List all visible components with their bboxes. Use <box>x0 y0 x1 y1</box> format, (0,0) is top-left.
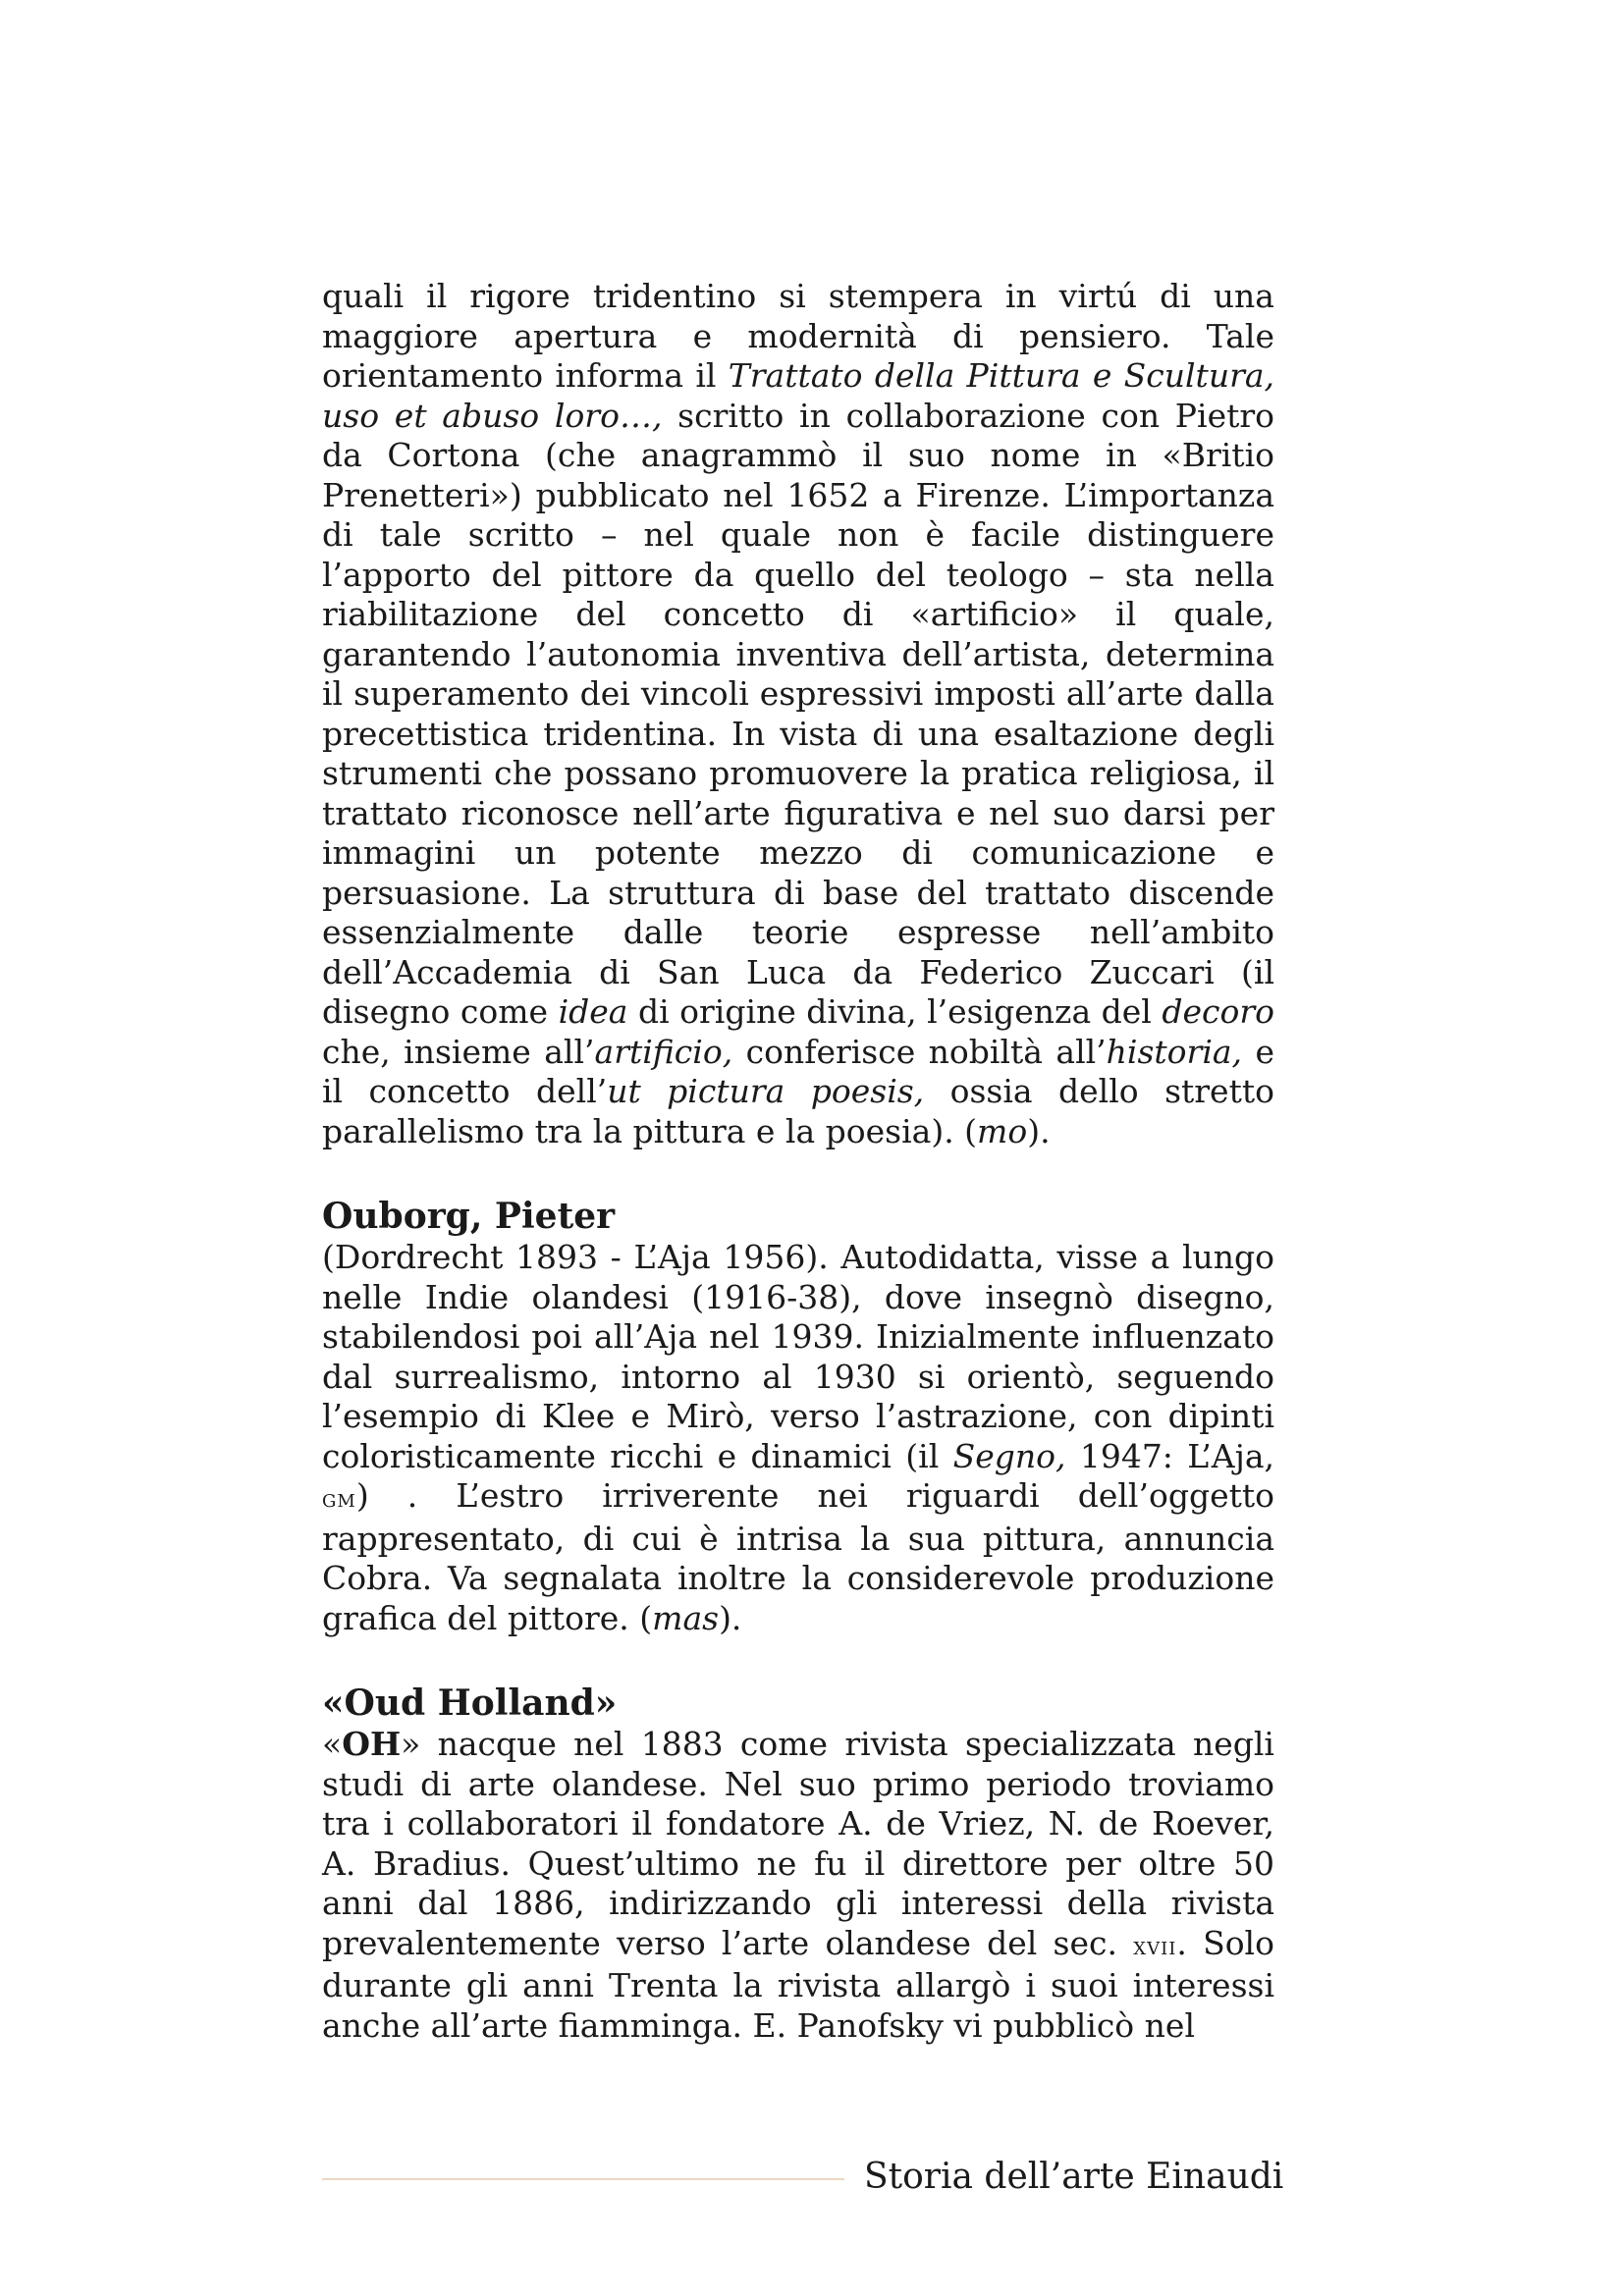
author-initials: mas <box>652 1598 720 1637</box>
text-run: » <box>401 1725 421 1763</box>
text-column <box>322 277 1274 2046</box>
italic-term: artificio, <box>594 1032 733 1071</box>
text-run: che, insieme all’ <box>322 1032 595 1071</box>
museum-abbreviation: gm <box>322 1484 356 1514</box>
italic-work-title: Trattato della Pittura e Scultura, uso et abuso loro…, <box>322 356 1275 435</box>
footer-rule <box>322 2178 844 2180</box>
text-run: scritto in collaborazione con Pietro da Cortona (che anagrammò il suo nome in «Britio Prenetteri») pubblicato nel 1652 a Firenze. L’importanza di tale scritto – nel quale non è facile distinguere l’apporto del pittore da quello del teologo – sta nella riabilitazione del concetto di «artificio» il quale, garantendo l’autonomia inventiva dell’artista, determina il superamento dei vincoli espressivi imposti all’arte dalla precettistica tridentina. In vista di una esaltazione degli strumenti che possano promuovere la pratica religiosa, il trattato riconosce nell’arte figurativa e nel suo darsi per immagini un potente mezzo di comunicazione e persuasione. La struttura di base del trattato discende essenzialmente dalle teorie espresse nell’ambito dell’Accademia di San Luca da Federico Zuccari (il disegno come <box>322 396 1274 1031</box>
century-numeral: xvii <box>1133 1931 1177 1961</box>
text-run: conferisce nobiltà all’ <box>732 1032 1107 1071</box>
text-run: . Solo durante gli anni Trenta la rivista allargò i suoi interessi anche all’arte fiamminga. E. Panofsky vi pubblicò nel <box>322 1923 1274 2045</box>
italic-term: historia, <box>1106 1032 1243 1071</box>
text-run: (Dordrecht 1893 - L’Aja 1956). Autodidatta, visse a lungo nelle Indie olandesi (1916-38), dove insegnò disegno, stabilendosi poi all’Aja nel 1939. Inizialmente influenzato dal surrealismo, intorno al 1930 si orientò, seguendo l’esempio di Klee e Mirò, verso l’astrazione, con dipinti coloristicamente ricchi e dinamici (il <box>322 1238 1274 1475</box>
footer-publication-title: Storia dell’arte Einaudi <box>864 2157 1284 2197</box>
italic-term: idea <box>558 992 628 1031</box>
bold-abbreviation: OH <box>342 1725 402 1763</box>
text-run: ) . L’estro irriverente nei riguardi dell’oggetto rappresentato, di cui è intrisa la sua pittura, annuncia Cobra. Va segnalata inoltre la considerevole produzione grafica del pittore. ( <box>322 1476 1274 1637</box>
text-run: 1947: L’Aja, <box>1065 1436 1274 1475</box>
italic-term: ut pictura poesis, <box>607 1072 925 1110</box>
italic-term: decoro <box>1162 992 1274 1031</box>
text-run: nacque nel 1883 come rivista specializzata negli studi di arte olandese. Nel suo primo periodo troviamo tra i collaboratori il fondatore A. de Vriez, N. de Roever, A. Bradius. Quest’ultimo ne fu il direttore per oltre 50 anni dal 1886, indirizzando gli interessi della rivista prevalentemente verso l’arte olandese del sec. <box>322 1725 1274 1962</box>
italic-work-title: Segno, <box>952 1436 1066 1475</box>
text-run: « <box>322 1725 343 1763</box>
entry-title-ouborg: Ouborg, Pieter <box>322 1196 616 1237</box>
continuation-paragraph <box>322 277 1274 1151</box>
oud-holland-paragraph <box>322 1725 1274 2046</box>
text-run: di origine divina, l’esigenza del <box>627 992 1163 1031</box>
author-initials: mo <box>977 1111 1028 1150</box>
text-run: quali il rigore tridentino si stempera in virtú di una maggiore apertura e modernità di pensiero. Tale orientamento informa il <box>322 277 1274 395</box>
text-run: e il concetto dell’ <box>322 1032 1275 1110</box>
text-run: ). <box>719 1598 742 1637</box>
ouborg-paragraph <box>322 1238 1274 1638</box>
entry-title-oud-holland: «Oud Holland» <box>322 1682 618 1724</box>
text-run: ). <box>1027 1111 1051 1150</box>
text-run: ossia dello stretto parallelismo tra la pittura e la poesia). ( <box>322 1072 1274 1150</box>
